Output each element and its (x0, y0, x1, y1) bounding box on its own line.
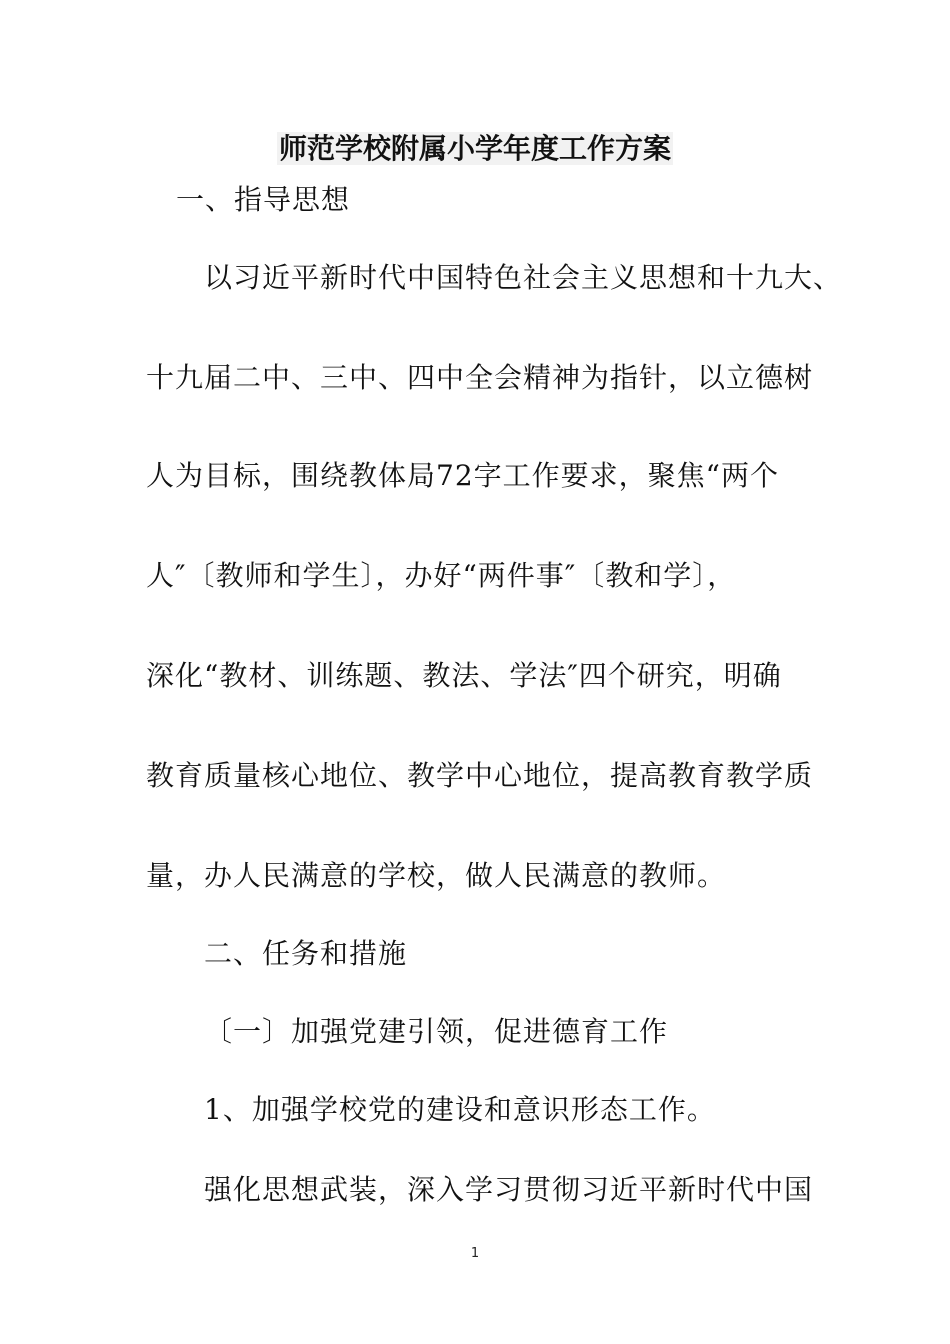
paragraph-line: 量，办人民满意的学校，做人民满意的教师。 (146, 859, 727, 892)
paragraph-line: 以习近平新时代中国特色社会主义思想和十九大、 (204, 261, 843, 294)
page-number: 1 (470, 1246, 480, 1261)
paragraph-line: 教育质量核心地位、教学中心地位，提高教育教学质 (146, 759, 814, 792)
subsection-heading: 〔一〕加强党建引领，促进德育工作 (204, 1015, 669, 1048)
paragraph-line: 人为目标，围绕教体局72字工作要求，聚焦“两个 (146, 459, 779, 492)
paragraph-line: 人″〔教师和学生〕，办好“两件事″〔教和学〕， (146, 559, 737, 592)
document-title (0, 128, 950, 170)
section-heading-tasks-measures: 二、任务和措施 (204, 937, 408, 970)
paragraph-line: 十九届二中、三中、四中全会精神为指针，以立德树 (146, 361, 814, 394)
paragraph-line: 深化“教材、训练题、教法、学法″四个研究，明确 (146, 659, 782, 692)
document-title-text: 师范学校附属小学年度工作方案 (278, 132, 671, 165)
numbered-item: 1、加强学校党的建设和意识形态工作。 (204, 1093, 716, 1126)
section-heading-guiding-ideology: 一、指导思想 (176, 183, 351, 216)
paragraph-line: 强化思想武装，深入学习贯彻习近平新时代中国 (204, 1173, 814, 1206)
